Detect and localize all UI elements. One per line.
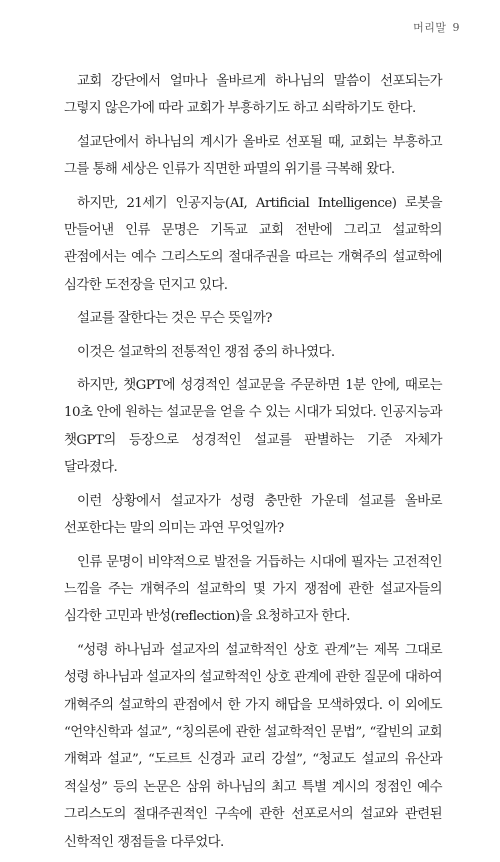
paragraph: 이런 상황에서 설교자가 성령 충만한 가운데 설교를 올바로 선포한다는 말의 의미는 과연 무엇일까? — [64, 493, 442, 537]
paragraph: 설교단에서 하나님의 계시가 올바로 선포될 때, 교회는 부흥하고 그를 통해 세상은 인류가 직면한 파멸의 위기를 극복해 왔다. — [64, 134, 442, 178]
paragraph: 교회 강단에서 얼마나 올바르게 하나님의 말씀이 선포되는가 그렇지 않은가에 따라 교회가 부흥하기도 하고 쇠락하기도 한다. — [64, 74, 442, 117]
paragraph: 하지만, 챗GPT에 성경적인 설교문을 주문하면 1분 안에, 때로는 10초 안에 원하는 설교문을 얻을 수 있는 시대가 되었다. 인공지능과 챗GPT의 등장으로 성경적인 설교를 판별하는 기준 자체가 달라졌다. — [64, 378, 442, 476]
paragraph: 이것은 설교학의 전통적인 쟁점 중의 하나였다. — [77, 344, 335, 360]
paragraph: 설교를 잘한다는 것은 무슨 뜻일까? — [77, 311, 272, 327]
paragraph: 인류 문명이 비약적으로 발전을 거듭하는 시대에 필자는 고전적인 느낌을 주는 개혁주의 설교학의 몇 가지 쟁점에 관한 설교자들의 심각한 고민과 반성(reflection)을 요청하고자 한다. — [64, 554, 442, 625]
header-title: 머리말 — [413, 21, 447, 34]
paragraph: 하지만, 21세기 인공지능(AI, Artificial Intelligence) 로봇을 만들어낸 인류 문명은 기독교 교회 전반에 그리고 설교학의 관점에서는 예수 그리스도의 절대주권을 따르는 개혁주의 설교학에 심각한 도전장을 던지고 있다. — [64, 195, 442, 293]
body-text — [64, 68, 442, 862]
paragraph: “성령 하나님과 설교자의 설교학적인 상호 관계”는 제목 그대로 성령 하나님과 설교자의 설교학적인 상호 관계에 관한 질문에 대하여 개혁주의 설교학의 관점에서 한 가지 해답을 모색하였다. 이 외에도 “언약신학과 설교”, “칭의론에 관한 설교학적인 문법”, “칼빈의 교회 개혁과 설교”, “도르트 신경과 교리 강설”, “청교도 설교의 유산과 적실성” 등의 논문은 삼위 하나님의 최고 특별 계시의 정점인 예수 그리스도의 절대주권적인 구속에 관한 선포로서의 설교와 관련된 신학적인 쟁점들을 다루었다. — [64, 642, 442, 850]
running-header — [413, 19, 460, 35]
page-number: 9 — [452, 21, 460, 34]
